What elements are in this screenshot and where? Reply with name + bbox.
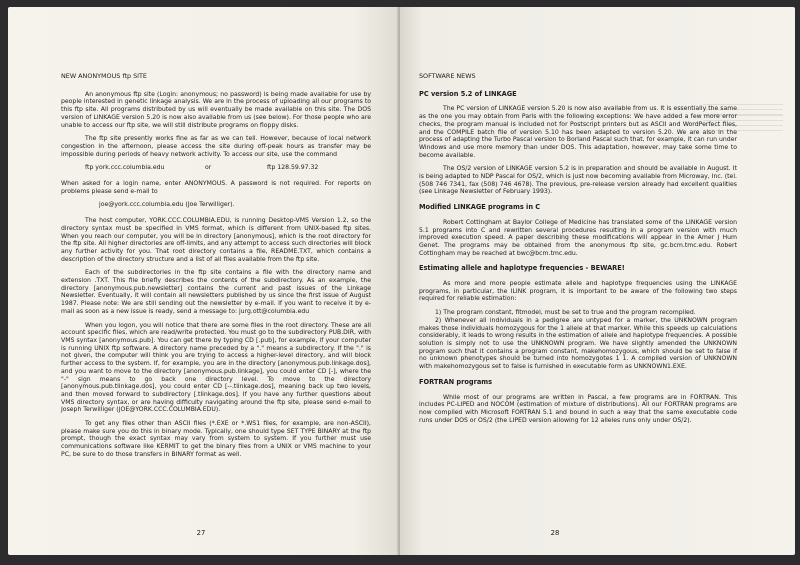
page-number-right: 28 — [550, 529, 560, 537]
right-page-content — [419, 73, 737, 430]
ftp-ip-command: ftp 128.59.97.32 — [267, 164, 319, 172]
ftp-command-row — [61, 164, 371, 172]
page-number-left: 27 — [196, 529, 206, 537]
software-news-heading: SOFTWARE NEWS — [419, 72, 476, 80]
host-computer-paragraph: The host computer, YORK.CCC.COLUMBIA.EDU, is running Desktop-VMS Version 1.2, so the directory syntax must be specified in VMS format, which is different from UNIX-based ftp sites. When you reach our computer, you will be in directory [anonymous], which is the root directory for the ftp site. All higher directories are off-limits, and any attempt to access such directories will block any further activity for you. That root directory contains a file, README.TXT, which contains a description of the directory structure and a list of all files available from the ftp site. — [61, 217, 371, 263]
logon-paragraph: When you logon, you will notice that there are some files in the root directory. These are all account specific files, which are read/write protected. You must go to the subdirectory PUB.DIR, with VMS syntax [anonymous.pub]. You can get there by typing CD [.pub], for example, if your computer is running UNIX ftp software. A directory name preceded by a "." means a subdirectory. If the "." is not given, the computer will think you are trying to access a higher-level directory, and will block further access to the system. If, for example, you are in the directory [anonymous.pub.linkage.dos], and you want to move to the directory [anonymous.pub.linkage], you could enter CD [-], where the "-" sign means to go back one directory level. To move to the directory [anonymous.pub.tlinkage.dos], you could enter CD [--.tlinkage.dos], meaning back up two levels, and then moved forward to subdirectory [.tlinkage.dos]. If you have any further questions about VMS directory syntax, or are having difficulty navigating around the ftp site, please send e-mail to Joseph Terwilliger (JOE@YORK.CCC.COLUMBIA.EDU). — [61, 321, 371, 414]
ftp-site-heading: NEW ANONYMOUS ftp SITE — [61, 72, 147, 80]
login-paragraph: When asked for a login name, enter ANONYMOUS. A password is not required. For reports on problems please send e-mail to — [61, 180, 371, 195]
background-paper-scrap — [703, 100, 783, 160]
ftp-access-paragraph: The ftp site presently works fine as far as we can tell. However, because of local network congestion in the afternoon, please access the site during off-peak hours as transfer may be impossible during periods of heavy network activity. To access our site, use the command — [61, 135, 371, 158]
step-2: 2) Whenever all individuals in a pedigree are untyped for a marker, the UNKNOWN program makes those individuals homozygous for the 1 allele at that marker. While this speeds up calculations considerably, it leads to wrong results in the estimation of allele and haplotype frequencies. A possible solution is simply not to use the UNKNOWN program. We have slightly amended the UNKNOWN program such that it contains a program constant, makehomozygous, which should be set to false if no unknown phenotypes should be turned into homozygotes 1 1. A compiled version of UNKNOWN with makehomozygous set to false is furnished in executable form as UNKNOWN1.EXE. — [419, 316, 737, 371]
binary-mode-paragraph: To get any files other than ASCII files (*.EXE or *.WS1 files, for example, are non-ASCII), please make sure you do this in binary mode. Typically, one should type SET TYPE BINARY at the ftp prompt, though the exact syntax may vary from system to system. If you further must use communications software like KERMIT to get the binary files from a UNIX or VMS machine to your PC, be sure to do those transfers in BINARY format as well. — [61, 420, 371, 458]
estimation-steps — [419, 309, 737, 371]
section-title-c-programs: Modified LINKAGE programs in C — [419, 203, 541, 212]
fortran-paragraph: While most of our programs are written in Pascal, a few programs are in FORTRAN. This includes PC-LIPED and NOCOM (estimation of mixture of distributions). All our FORTRAN programs are now compiled with Microsoft FORTRAN 5.1 and bound in such a way that the same executable code runs under DOS or OS/2 (the LIPED version allowing for 12 alleles runs only under OS/2). — [419, 393, 737, 424]
left-page — [8, 7, 400, 555]
pc-version-paragraph: The PC version of LINKAGE version 5.20 is now also available from us. It is essentially the same as the one you may obtain from Paris with the following exceptions: We have added a few more error checks, the program manual is included not for Postscript printers but as ASCII and WordPerfect files, and the COMPILE batch file of version 5.10 has been adapted to version 5.20. We are also in the process of adapting the Turbo Pascal version to Borland Pascal such that, for example, it can run under Windows and use more memory than under DOS. This adaptation, however, may take some time to become available. — [419, 105, 737, 159]
right-page — [400, 7, 795, 555]
c-programs-paragraph: Robert Cottingham at Baylor College of Medicine has translated some of the LINKAGE version 5.1 programs into C and rewritten several procedures resulting in a program version with much improved execution speed. A paper describing these modifications will appear in the Amer J Hum Genet. The programs may be obtained from the anonymous ftp site, gc.bcm.tmc.edu. Robert Cottingham may be reached at bwc@bcm.tmc.edu. — [419, 218, 737, 257]
ftp-intro-paragraph: An anonymous ftp site (Login: anonymous; no password) is being made available for use by people interested in genetic linkage analysis. We are in the process of uploading all our programs to this ftp site. All programs distributed by us will eventually be made available on this site. The DOS version of LINKAGE version 5.20 is now also available from us (see below). For those people who are unable to access our ftp site, we will still distribute programs on floppy disks. — [61, 90, 371, 129]
os2-version-paragraph: The OS/2 version of LINKAGE version 5.2 is in preparation and should be available in August. It is being adapted to NDP Pascal for OS/2, which is just now becoming available from Microway, Inc. (tel. (508 746 7341, fax (508) 746 4678). The previous, pre-release version already had excellent qualities (see Linkage Newsletter of February 1993). — [419, 165, 737, 196]
frequencies-paragraph: As more and more people estimate allele and haplotype frequencies using the LINKAGE programs, in particular, the ILINK program, it is important to be aware of the following two steps required for reliable estimation: — [419, 280, 737, 303]
ftp-host-command: ftp york.ccc.columbia.edu — [85, 164, 165, 172]
left-page-content — [61, 73, 371, 465]
section-title-pc-version: PC version 5.2 of LINKAGE — [419, 89, 517, 98]
step-1: 1) The program constant, fitmodel, must be set to true and the program recompiled. — [435, 309, 696, 317]
book-spread — [8, 3, 790, 561]
section-title-frequencies: Estimating allele and haplotype frequencies - BEWARE! — [419, 264, 625, 273]
ftp-or-text: or — [205, 164, 212, 172]
subdirectories-paragraph: Each of the subdirectories in the ftp site contains a file with the directory name and extension .TXT. This file briefly describes the contents of the subdirectory. As an example, the directory [anonymous.pub.newsletter] contains the current and past issues of the Linkage Newsletter. Eventually, it will contain all newsletters published by us since the first issue of August 1987. Please note: We are still sending out the newsletter by e-mail. If you want to receive it by e-mail as soon as a new issue is ready, send a message to: jurg.ott@columbia.edu — [61, 269, 371, 315]
section-title-fortran: FORTRAN programs — [419, 377, 493, 386]
contact-email: joe@york.ccc.columbia.edu (Joe Terwilliger). — [99, 201, 235, 209]
